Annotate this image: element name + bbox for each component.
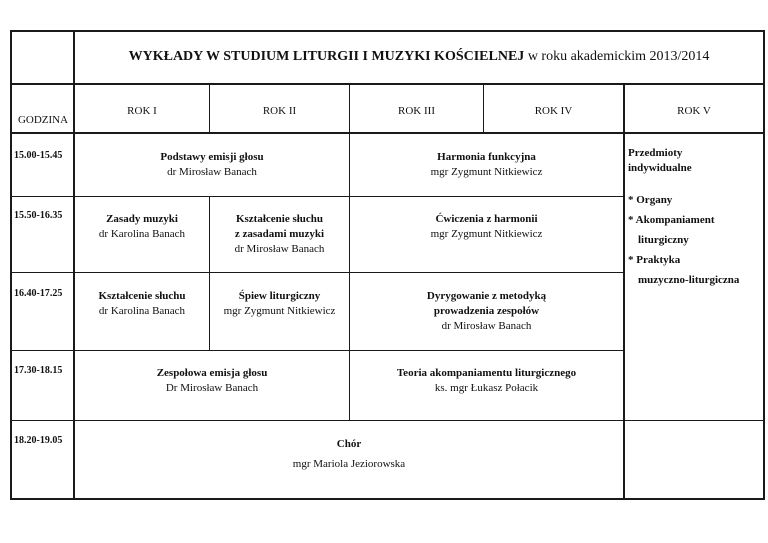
rok5-item-praktyka [628,250,762,290]
page-title [75,48,763,66]
rok5-column [628,146,762,290]
rok5-heading-line2: indywidualne [628,162,692,174]
item-text: * Organy [628,194,673,206]
teacher: dr Mirosław Banach [441,320,532,332]
item-text: * Akompaniament [628,214,715,226]
teacher: mgr Mariola Jeziorowska [292,458,406,470]
title-rest: w roku akademickim 2013/2014 [524,49,710,64]
subject: Zasady muzyki [106,213,178,225]
border-right [763,30,765,500]
cell-r5-all [75,434,623,474]
subject-line2: z zasadami muzyki [234,228,325,240]
header-rok4: ROK IV [534,105,573,117]
teacher: ks. mgr Łukasz Połacik [434,382,539,394]
time-slot-3: 16.40-17.25 [14,288,63,299]
cell-r2-c1 [75,212,209,242]
cell-r4-left [75,366,349,396]
cell-r3-c1 [75,289,209,319]
cell-r3-right [350,289,623,334]
cell-r4-right [350,366,623,396]
subject: Teoria akompaniamentu liturgicznego [396,367,577,379]
line-title-bottom [10,83,765,85]
rok5-item-organy [628,190,762,210]
subject: Ćwiczenia z harmonii [435,213,538,225]
time-slot-1: 15.00-15.45 [14,150,63,161]
subject: Śpiew liturgiczny [238,290,321,302]
subject: Podstawy emisji głosu [160,151,264,163]
header-rok5: ROK V [677,105,711,117]
cell-r2-right [350,212,623,242]
teacher: mgr Zygmunt Nitkiewicz [223,305,336,317]
rok5-list [628,190,762,290]
header-rok3: ROK III [398,105,435,117]
subject-line1: Dyrygowanie z metodyką [426,290,547,302]
teacher: dr Mirosław Banach [234,243,325,255]
subject: Chór [336,438,362,450]
line-row2-bottom [10,272,624,273]
line-row4-bottom [10,420,765,421]
teacher: dr Karolina Banach [98,305,186,317]
teacher: dr Mirosław Banach [167,166,257,178]
cell-r3-c2 [210,289,349,319]
line-row3-bottom [10,350,624,351]
subject: Harmonia funkcyjna [437,151,536,163]
cell-r2-c2 [210,212,349,257]
teacher: mgr Zygmunt Nitkiewicz [430,228,543,240]
item-text: * Praktyka [628,254,681,266]
line-row1-bottom [10,196,624,197]
teacher: Dr Mirosław Banach [165,382,259,394]
subject: Zespołowa emisja głosu [156,367,268,379]
header-godzina: GODZINA [17,114,69,126]
subject-line2: prowadzenia zespołów [433,305,540,317]
teacher: mgr Zygmunt Nitkiewicz [430,166,543,178]
border-top [10,30,765,32]
border-bottom [10,498,765,500]
line-time-col [73,30,75,500]
border-left [10,30,12,500]
cell-r1-right [350,150,623,180]
header-rok2: ROK II [262,105,297,117]
line-header-bottom [10,132,765,134]
subject-line1: Kształcenie słuchu [235,213,324,225]
item-cont: muzyczno-liturgiczna [638,274,740,286]
time-slot-5: 18.20-19.05 [14,435,63,446]
line-rok4-rok5 [623,85,625,500]
rok5-heading-line1: Przedmioty [628,147,683,159]
rok5-item-akompaniament [628,210,762,250]
header-rok1: ROK I [127,105,157,117]
time-slot-2: 15.50-16.35 [14,210,63,221]
item-cont: liturgiczny [638,234,689,246]
time-slot-4: 17.30-18.15 [14,365,63,376]
cell-r1-left [75,150,349,180]
teacher: dr Karolina Banach [98,228,186,240]
title-bold: WYKŁADY W STUDIUM LITURGII I MUZYKI KOŚCIELNEJ [128,49,525,64]
subject: Kształcenie słuchu [98,290,186,302]
